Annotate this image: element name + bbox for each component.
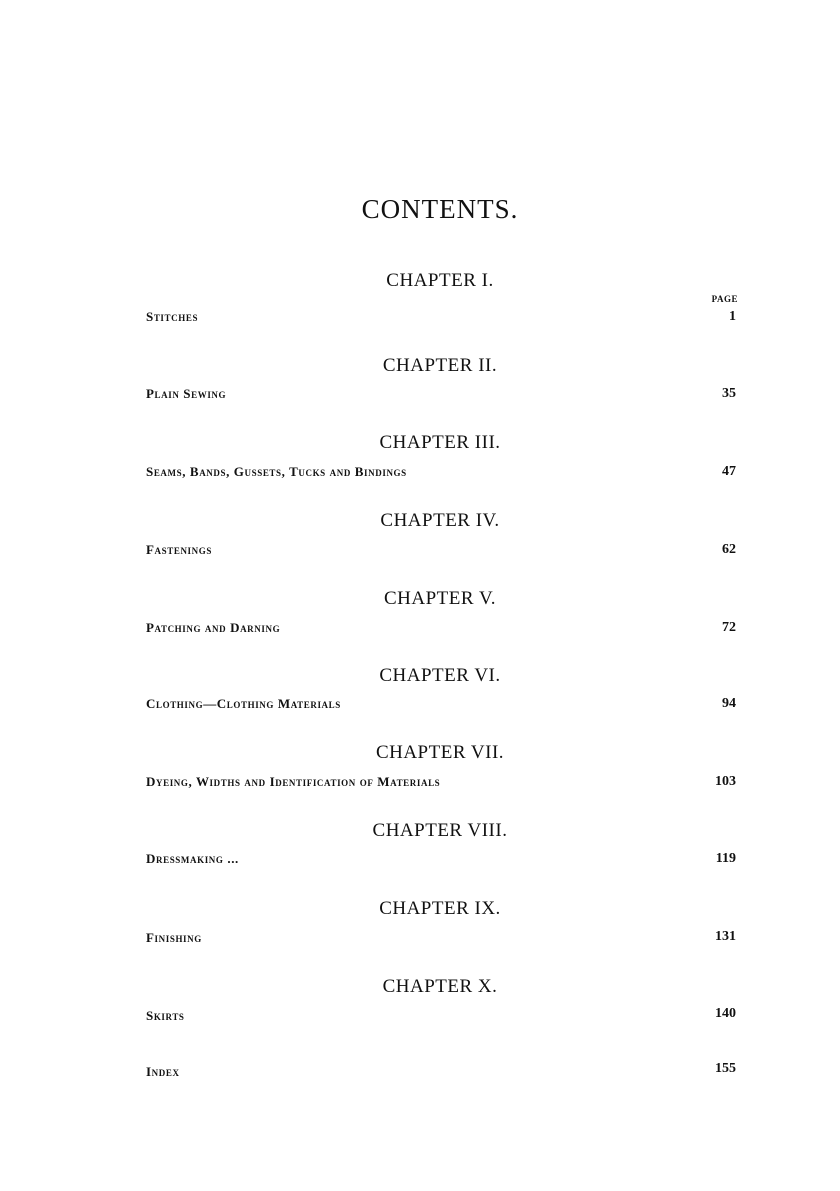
contents-title: CONTENTS. [361,194,519,224]
toc-entry-5[interactable]: Patching and Darning [146,620,281,635]
toc-entry-2[interactable]: Plain Sewing [146,386,227,401]
toc-entry-6[interactable]: Clothing—Clothing Materials [146,696,341,711]
chapter-heading-9: CHAPTER IX. [379,898,501,919]
toc-page-1: 1 [729,309,736,324]
toc-page-4: 62 [722,542,736,557]
toc-entry-9[interactable]: Finishing [146,930,202,945]
page-column-label: PAGE [711,294,738,304]
toc-entry-4[interactable]: Fastenings [146,542,212,557]
chapter-heading-4: CHAPTER IV. [380,510,500,531]
toc-entry-7[interactable]: Dyeing, Widths and Identification of Materials [146,774,441,789]
toc-entry-index[interactable]: Index [146,1064,180,1079]
chapter-heading-7: CHAPTER VII. [375,742,505,763]
toc-page-6: 94 [722,696,736,711]
chapter-heading-8: CHAPTER VIII. [372,820,508,841]
toc-page-3: 47 [722,464,736,479]
chapter-heading-5: CHAPTER V. [384,588,496,609]
chapter-heading-3: CHAPTER III. [379,432,501,453]
chapter-heading-2: CHAPTER II. [382,355,498,376]
chapter-heading-1: CHAPTER I. [386,270,494,291]
toc-page-5: 72 [722,620,736,635]
toc-entry-10[interactable]: Skirts [146,1008,185,1023]
toc-entry-8[interactable]: Dressmaking ... [146,851,239,866]
toc-entry-3[interactable]: Seams, Bands, Gussets, Tucks and Bindings [146,464,407,479]
toc-page-index: 155 [715,1061,736,1076]
toc-entry-1[interactable]: Stitches [146,309,199,324]
toc-page-10: 140 [715,1006,736,1021]
toc-page-2: 35 [722,386,736,401]
toc-page-9: 131 [715,929,736,944]
chapter-heading-6: CHAPTER VI. [379,665,501,686]
toc-page-7: 103 [715,774,736,789]
toc-page-8: 119 [715,851,736,866]
chapter-heading-10: CHAPTER X. [382,976,498,997]
